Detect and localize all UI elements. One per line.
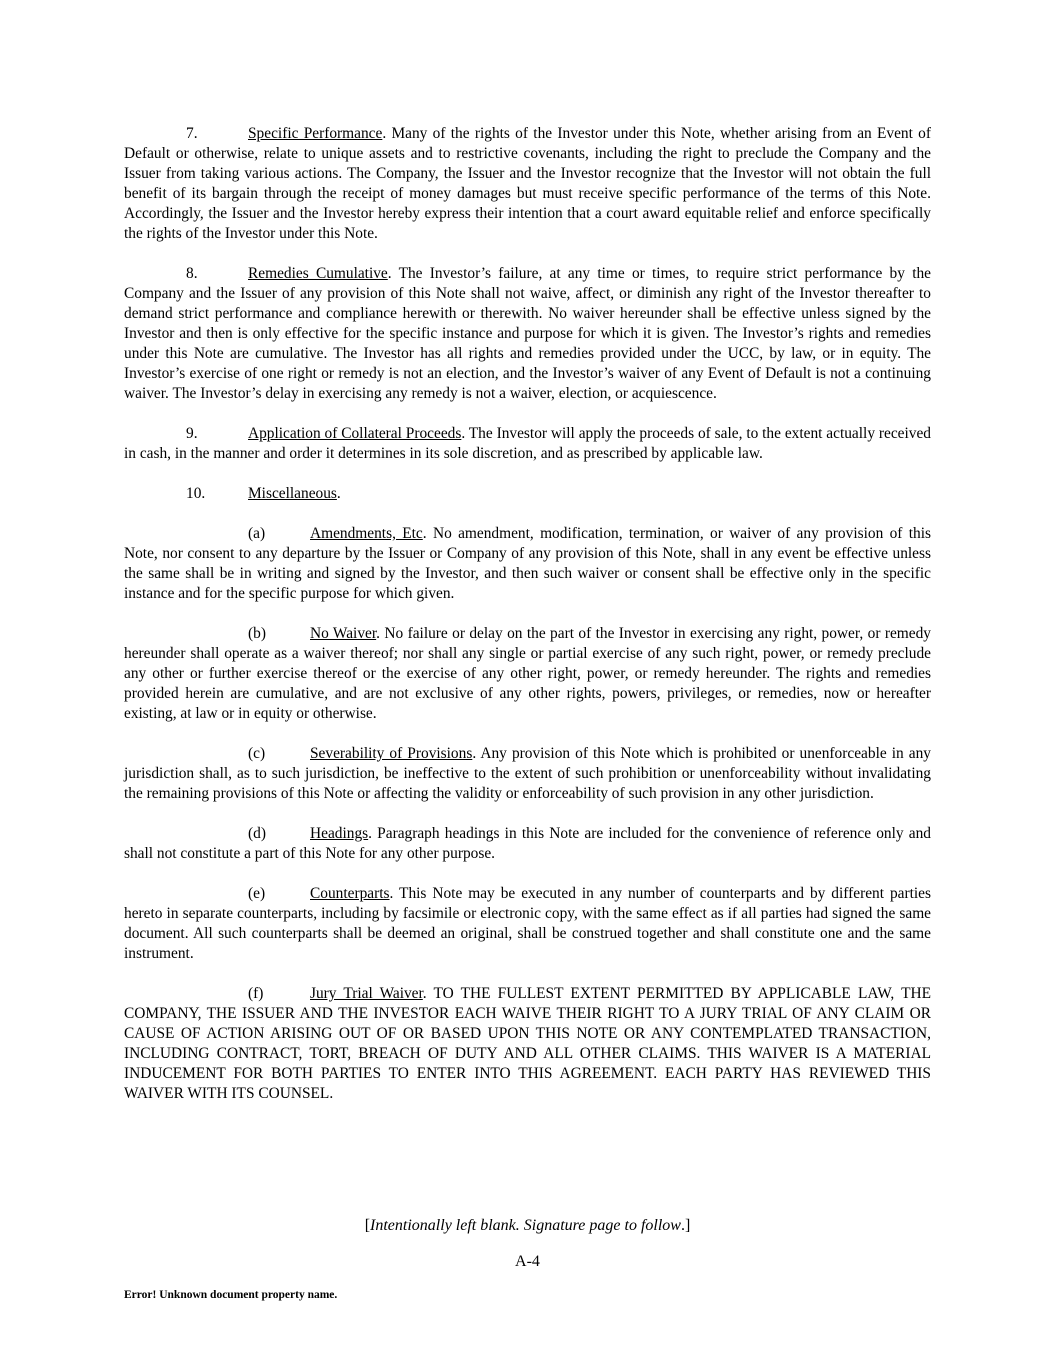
subsection-letter: (f) bbox=[248, 985, 264, 1002]
subsection-b bbox=[124, 624, 931, 724]
subsection-heading: Jury Trial Waiver bbox=[310, 985, 423, 1002]
page-number: A-4 bbox=[515, 1253, 540, 1270]
section-text: . bbox=[336, 485, 341, 502]
subsection-a bbox=[124, 524, 931, 604]
subsection-text: . This Note may be executed in any number of counterparts and by different parties hereto in separate counterparts, including by facsimile or electronic copy, with the same effect as if all parties had signed the same document. All such counterparts shall be deemed an original, shall be construed together and shall constitute one and the same instrument. bbox=[124, 885, 931, 962]
subsection-text: . Any provision of this Note which is prohibited or unenforceable in any jurisdiction shall, as to such jurisdiction, be ineffective to the extent of such prohibition or unenforceability without invalidating the remaining provisions of this Note or affecting the validity or enforceability of such provision in any other jurisdiction. bbox=[124, 745, 931, 802]
subsection-letter: (e) bbox=[248, 885, 266, 902]
section-number: 7. bbox=[186, 125, 198, 142]
section-8 bbox=[124, 264, 931, 404]
subsection-heading: No Waiver bbox=[310, 625, 377, 642]
section-9 bbox=[124, 424, 931, 464]
subsection-d bbox=[124, 824, 931, 864]
section-text: . The Investor will apply the proceeds of sale, to the extent actually received in cash, in the manner and order it determines in its sole discretion, and as prescribed by applicable law. bbox=[124, 425, 931, 462]
subsection-text: . Paragraph headings in this Note are included for the convenience of reference only and shall not constitute a part of this Note for any other purpose. bbox=[124, 825, 931, 862]
subsection-heading: Amendments, Etc bbox=[310, 525, 423, 542]
section-10 bbox=[124, 484, 931, 504]
subsection-letter: (c) bbox=[248, 745, 266, 762]
subsection-letter: (b) bbox=[248, 625, 266, 642]
subsection-heading: Counterparts bbox=[310, 885, 390, 902]
section-heading: Miscellaneous bbox=[248, 485, 337, 502]
subsection-f bbox=[124, 984, 931, 1104]
subsection-c bbox=[124, 744, 931, 804]
section-number: 8. bbox=[186, 265, 198, 282]
subsection-heading: Headings bbox=[310, 825, 369, 842]
section-number: 9. bbox=[186, 425, 198, 442]
subsection-text: . TO THE FULLEST EXTENT PERMITTED BY APPLICABLE LAW, THE COMPANY, THE ISSUER AND THE INVESTOR EACH WAIVE THEIR RIGHT TO A JURY TRIAL OF ANY CLAIM OR CAUSE OF ACTION ARISING OUT OF OR BASED UPON THIS NOTE OR ANY CONTEMPLATED TRANSACTION, INCLUDING CONTRACT, TORT, BREACH OF DUTY AND ALL OTHER CLAIMS. THIS WAIVER IS A MATERIAL INDUCEMENT FOR BOTH PARTIES TO ENTER INTO THIS AGREEMENT. EACH PARTY HAS REVIEWED THIS WAIVER WITH ITS COUNSEL. bbox=[124, 985, 931, 1102]
section-number: 10. bbox=[186, 485, 206, 502]
subsection-text: . No failure or delay on the part of the Investor in exercising any right, power, or remedy hereunder shall operate as a waiver thereof; nor shall any single or partial exercise of any such right, power, or remedy preclude any other or further exercise thereof or the exercise of any other right, power, or remedy hereunder. The rights and remedies provided herein are cumulative, and are not exclusive of any other rights, powers, privileges, or remedies, now or hereafter existing, at law or in equity or otherwise. bbox=[124, 625, 931, 722]
subsection-heading: Severability of Provisions bbox=[310, 745, 473, 762]
blank-note-italic: Intentionally left blank. Signature page to follow bbox=[370, 1217, 681, 1234]
document-body bbox=[124, 124, 931, 1124]
blank-page-note bbox=[0, 1217, 1055, 1235]
bracket-close: .] bbox=[680, 1217, 691, 1234]
subsection-letter: (d) bbox=[248, 825, 266, 842]
footer-error-text: Error! Unknown document property name. bbox=[124, 1289, 338, 1301]
section-heading: Specific Performance bbox=[248, 125, 383, 142]
section-text: . Many of the rights of the Investor under this Note, whether arising from an Event of Default or otherwise, relate to unique assets and to restrictive covenants, including the right to preclude the Company and the Issuer from taking various actions. The Company, the Issuer and the Investor recognize that the Investor will not obtain the full benefit of its bargain through the receipt of money damages but must receive specific performance of the terms of this Note. Accordingly, the Issuer and the Investor hereby express their intention that a court award equitable relief and enforce specifically the rights of the Investor under this Note. bbox=[124, 125, 932, 242]
subsection-e bbox=[124, 884, 931, 964]
bracket-open: [ bbox=[364, 1217, 371, 1234]
subsection-letter: (a) bbox=[248, 525, 266, 542]
section-heading: Application of Collateral Proceeds bbox=[248, 425, 462, 442]
section-text: . The Investor’s failure, at any time or times, to require strict performance by the Company and the Issuer of any provision of this Note shall not waive, affect, or diminish any right of the Investor thereafter to demand strict performance and compliance herewith or therewith. No waiver hereunder shall be effective unless signed by the Investor and then is only effective for the specific instance and purpose for which it is given. The Investor’s rights and remedies under this Note are cumulative. The Investor has all rights and remedies provided under the UCC, by law, or in equity. The Investor’s exercise of one right or remedy is not an election, and the Investor’s waiver of any Event of Default is not a continuing waiver. The Investor’s delay in exercising any remedy is not a waiver, election, or acquiescence. bbox=[124, 265, 931, 402]
section-heading: Remedies Cumulative bbox=[248, 265, 388, 282]
subsection-text: . No amendment, modification, termination, or waiver of any provision of this Note, nor consent to any departure by the Issuer or Company of any provision of this Note, shall in any event be effective unless the same shall be in writing and signed by the Investor, and then such waiver or consent shall be effective only in the specific instance and for the specific purpose for which given. bbox=[124, 525, 931, 602]
section-7 bbox=[124, 124, 931, 244]
